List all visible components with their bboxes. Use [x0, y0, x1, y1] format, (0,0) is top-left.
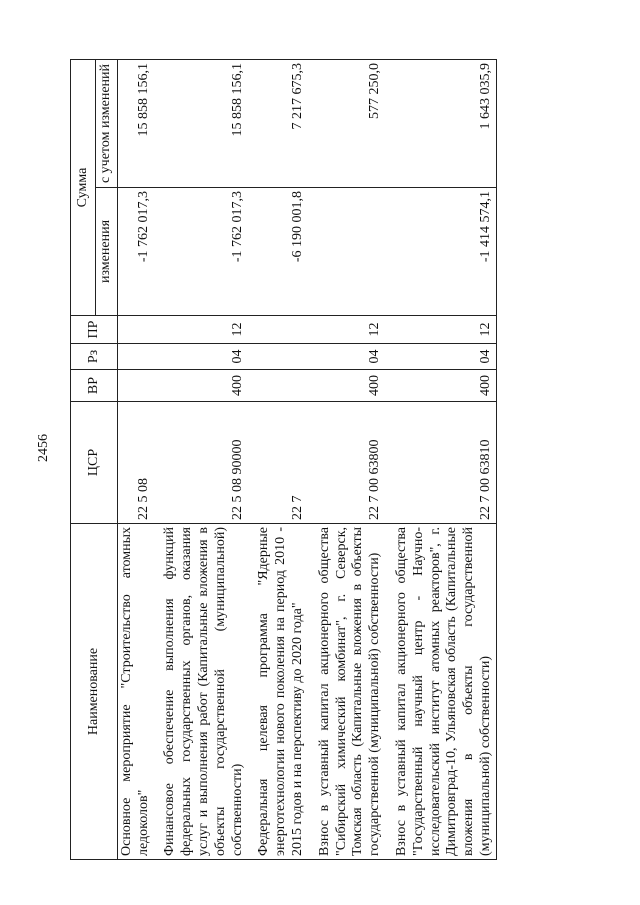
rotated-budget-table	[70, 60, 600, 860]
row-pr	[117, 316, 153, 344]
row-csr: 22 7	[255, 402, 307, 524]
row-csr: 22 5 08 90000	[161, 402, 247, 524]
row-pr: 12	[393, 316, 496, 344]
table-row	[393, 60, 496, 860]
row-changes: -1 414 574,1	[393, 188, 496, 316]
row-changes: -6 190 001,8	[255, 188, 307, 316]
table-row	[117, 60, 153, 860]
row-with-changes: 577 250,0	[316, 60, 385, 188]
row-pr	[255, 316, 307, 344]
header-sum: Сумма	[71, 60, 96, 316]
row-name: Финансовое обеспечение выполнения функций федеральных государственных органов, оказания услуг и выполнения работ (Капитальные вложения в объекты государственной (муниципальной) собственности)	[161, 524, 247, 860]
row-with-changes: 15 858 156,1	[117, 60, 153, 188]
budget-table	[70, 59, 497, 860]
row-with-changes: 1 643 035,9	[393, 60, 496, 188]
header-changes: изменения	[96, 188, 118, 316]
row-vr: 400	[316, 370, 385, 402]
row-csr: 22 7 00 63800	[316, 402, 385, 524]
row-name: Взнос в уставный капитал акционерного общества "Сибирский химический комбинат", г. Северск, Томская область (Капитальные вложения в объекты государственной (муниципальной) собственности)	[316, 524, 385, 860]
row-csr: 22 7 00 63810	[393, 402, 496, 524]
row-vr: 400	[393, 370, 496, 402]
header-pr: ПР	[71, 316, 118, 344]
row-rz: 04	[316, 344, 385, 370]
row-vr	[255, 370, 307, 402]
row-with-changes: 15 858 156,1	[161, 60, 247, 188]
header-vr: ВР	[71, 370, 118, 402]
row-pr: 12	[161, 316, 247, 344]
row-changes: -1 762 017,3	[117, 188, 153, 316]
header-name: Наименование	[71, 524, 118, 860]
row-changes: -1 762 017,3	[161, 188, 247, 316]
row-vr	[117, 370, 153, 402]
row-rz	[117, 344, 153, 370]
header-csr: ЦСР	[71, 402, 118, 524]
row-name: Взнос в уставный капитал акционерного общества "Государственный научный центр - Научно-исследовательский институт атомных реакторов", г. Димитровград-10, Ульяновская область (Капитальные вложения в объекты государственной (муниципальной) собственности)	[393, 524, 496, 860]
header-rz: Рз	[71, 344, 118, 370]
row-with-changes: 7 217 675,3	[255, 60, 307, 188]
row-rz: 04	[393, 344, 496, 370]
page-number: 2456	[36, 434, 51, 462]
table-row	[316, 60, 385, 860]
header-with-changes: с учетом изменений	[96, 60, 118, 188]
row-rz: 04	[161, 344, 247, 370]
row-pr: 12	[316, 316, 385, 344]
row-vr: 400	[161, 370, 247, 402]
table-row	[255, 60, 307, 860]
row-name: Федеральная целевая программа "Ядерные энерготехнологии нового поколения на период 2010 - 2015 годов и на перспективу до 2020 года"	[255, 524, 307, 860]
row-csr: 22 5 08	[117, 402, 153, 524]
row-name: Основное мероприятие "Строительство атомных ледоколов"	[117, 524, 153, 860]
table-row	[161, 60, 247, 860]
row-rz	[255, 344, 307, 370]
row-changes	[316, 188, 385, 316]
